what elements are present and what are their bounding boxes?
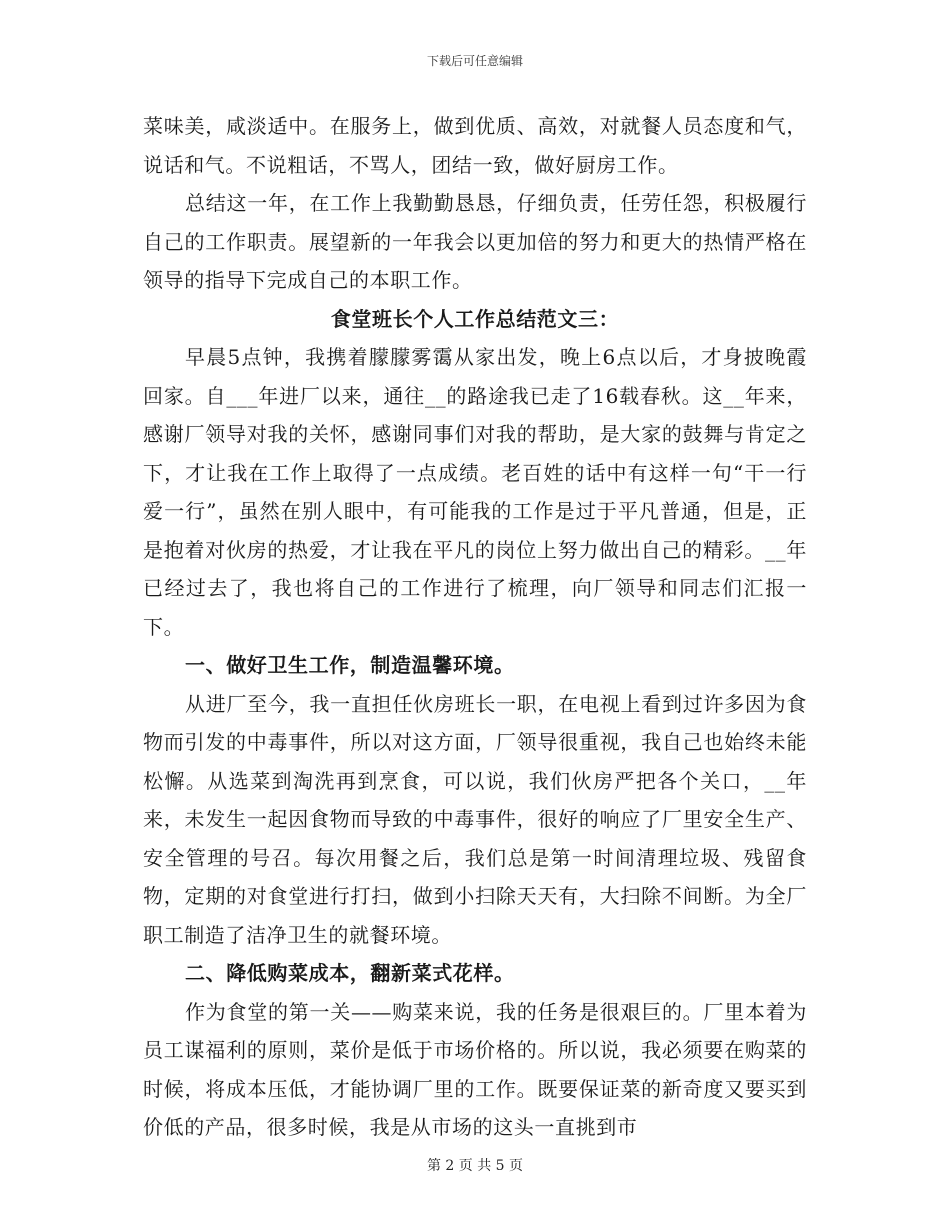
heading-2: 二、降低购菜成本，翻新菜式花样。 xyxy=(185,961,515,985)
paragraph-3: 早晨5点钟，我携着朦朦雾霭从家出发，晚上6点以后，才身披晚霞回家。自___年进厂以来，通往__的路途我已走了16载春秋。这__年来，感谢厂领导对我的关怀，感谢同事们对我的帮助，是大家的鼓舞与肯定之下，才让我在工作上取得了一点成绩。老百姓的话中有这样一句“干一行爱一行”，虽然在别人眼中，有可能我的工作是过于平凡普通，但是，正是抱着对伙房的热爱，才让我在平凡的岗位上努力做出自己的精彩。__年已经过去了，我也将自己的工作进行了梳理，向厂领导和同志们汇报一下。 xyxy=(143,345,807,639)
section-title: 食堂班长个人工作总结范文三： xyxy=(330,306,620,331)
paragraph-1: 菜味美，咸淡适中。在服务上，做到优质、高效，对就餐人员态度和气，说话和气。不说粗话，不骂人，团结一致，做好厨房工作。 xyxy=(143,114,807,177)
document-body xyxy=(143,107,807,1147)
paragraph-5: 作为食堂的第一关——购菜来说，我的任务是很艰巨的。厂里本着为员工谋福利的原则，菜价是低于市场价格的。所以说，我必须要在购菜的时候，将成本压低，才能协调厂里的工作。既要保证菜的新奇度又要买到价低的产品，很多时候，我是从市场的这头一直挑到市 xyxy=(143,999,807,1139)
paragraph-4: 从进厂至今，我一直担任伙房班长一职，在电视上看到过许多因为食物而引发的中毒事件，所以对这方面，厂领导很重视，我自己也始终未能松懈。从选菜到淘洗再到烹食，可以说，我们伙房严把各个关口，__年来，未发生一起因食物而导致的中毒事件，很好的响应了厂里安全生产、安全管理的号召。每次用餐之后，我们总是第一时间清理垃圾、残留食物，定期的对食堂进行打扫，做到小扫除天天有，大扫除不间断。为全厂职工制造了洁净卫生的就餐环境。 xyxy=(143,691,807,947)
page-footer: 第 2 页 共 5 页 xyxy=(426,1158,524,1174)
heading-1: 一、做好卫生工作，制造温馨环境。 xyxy=(185,653,515,677)
page-header: 下载后可任意编辑 xyxy=(426,54,523,68)
paragraph-2: 总结这一年，在工作上我勤勤恳恳，仔细负责，任劳任怨，积极履行自己的工作职责。展望新的一年我会以更加倍的努力和更大的热情严格在领导的指导下完成自己的本职工作。 xyxy=(143,191,807,292)
